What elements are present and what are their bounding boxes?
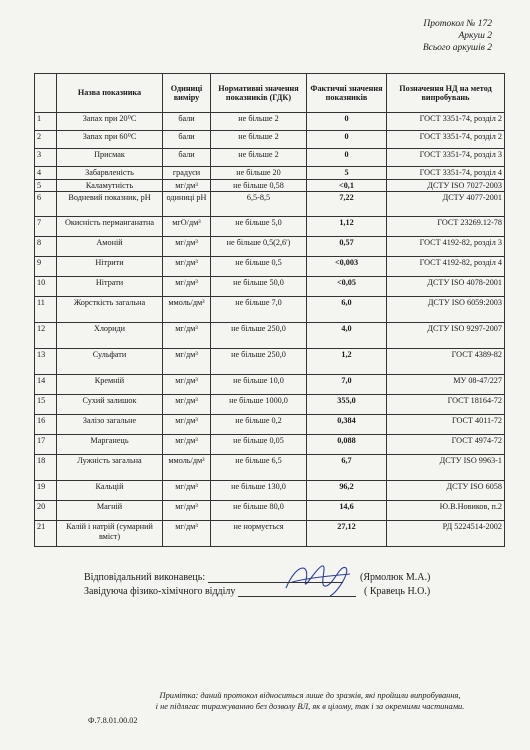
norm-value: не більше 20 — [211, 167, 307, 180]
method-document: ДСТУ ISO 4078-2001 — [387, 277, 505, 297]
method-document: ГОСТ 23269.12-78 — [387, 217, 505, 237]
table-row — [35, 257, 505, 277]
indicator-name: Запах при 20⁰С — [57, 113, 163, 131]
unit: мгО/дм³ — [163, 217, 211, 237]
norm-value: не більше 130,0 — [211, 481, 307, 501]
unit: бали — [163, 149, 211, 167]
row-number: 21 — [35, 521, 57, 547]
unit: мг/дм³ — [163, 237, 211, 257]
document-code: Ф.7.8.01.00.02 — [88, 716, 138, 725]
norm-value: не більше 6,5 — [211, 455, 307, 481]
actual-value: 1,12 — [307, 217, 387, 237]
method-document: ГОСТ 3351-74, розділ 3 — [387, 149, 505, 167]
norm-value: не більше 2 — [211, 131, 307, 149]
total-sheets: Всього аркушів 2 — [422, 43, 492, 53]
protocol-header — [423, 18, 492, 54]
executor-row — [84, 572, 343, 583]
norm-value: не більше 0,58 — [211, 179, 307, 192]
method-document: ДСТУ ISO 6058 — [387, 481, 505, 501]
unit: градуси — [163, 167, 211, 180]
table-row — [35, 113, 505, 131]
unit: ммоль/дм³ — [163, 455, 211, 481]
unit: мг/дм³ — [163, 501, 211, 521]
row-number: 2 — [35, 131, 57, 149]
method-document: ГОСТ 4974-72 — [387, 435, 505, 455]
head-signature-line — [238, 596, 356, 597]
actual-value: 0,57 — [307, 237, 387, 257]
column-header-number — [35, 74, 57, 113]
row-number: 19 — [35, 481, 57, 501]
row-number: 16 — [35, 415, 57, 435]
indicator-name: Водневий показник, рН — [57, 192, 163, 217]
actual-value: 7,0 — [307, 375, 387, 395]
protocol-number: Протокол № 172 — [423, 19, 492, 29]
method-document: ГОСТ 4011-72 — [387, 415, 505, 435]
column-header-unit: Одиниці виміру — [163, 74, 211, 113]
actual-value: 0,088 — [307, 435, 387, 455]
table-row — [35, 481, 505, 501]
indicator-name: Присмак — [57, 149, 163, 167]
row-number: 13 — [35, 349, 57, 375]
indicator-name: Амоній — [57, 237, 163, 257]
table-header-row — [35, 74, 505, 113]
protocol-note — [120, 690, 500, 712]
sheet-number: Аркуш 2 — [458, 31, 492, 41]
row-number: 8 — [35, 237, 57, 257]
table-row — [35, 167, 505, 180]
actual-value: 1,2 — [307, 349, 387, 375]
norm-value: не більше 10,0 — [211, 375, 307, 395]
row-number: 7 — [35, 217, 57, 237]
indicator-name: Каламутність — [57, 179, 163, 192]
norm-value: не більше 80,0 — [211, 501, 307, 521]
method-document: ДСТУ ISO 9297-2007 — [387, 323, 505, 349]
row-number: 20 — [35, 501, 57, 521]
table-row — [35, 237, 505, 257]
actual-value: 6,7 — [307, 455, 387, 481]
norm-value: не більше 0,05 — [211, 435, 307, 455]
row-number: 11 — [35, 297, 57, 323]
table-row — [35, 349, 505, 375]
indicator-name: Калій і натрій (сумарний вміст) — [57, 521, 163, 547]
head-name: ( Кравець Н.О.) — [364, 586, 431, 597]
norm-value: не більше 0,2 — [211, 415, 307, 435]
method-document: ГОСТ 4192-82, розділ 4 — [387, 257, 505, 277]
table-row — [35, 179, 505, 192]
actual-value: 0,384 — [307, 415, 387, 435]
table-row — [35, 277, 505, 297]
method-document: ГОСТ 3351-74, розділ 2 — [387, 113, 505, 131]
table-row — [35, 415, 505, 435]
method-document: ГОСТ 3351-74, розділ 4 — [387, 167, 505, 180]
indicator-name: Забарвленість — [57, 167, 163, 180]
row-number: 14 — [35, 375, 57, 395]
unit: мг/дм³ — [163, 257, 211, 277]
row-number: 5 — [35, 179, 57, 192]
norm-value: не більше 0,5 — [211, 257, 307, 277]
table-row — [35, 297, 505, 323]
table-row — [35, 375, 505, 395]
executor-label: Відповідальний виконавець: — [84, 572, 206, 583]
unit: мг/дм³ — [163, 395, 211, 415]
actual-value: <0,003 — [307, 257, 387, 277]
unit: ммоль/дм³ — [163, 297, 211, 323]
table-row — [35, 455, 505, 481]
indicator-name: Нітрати — [57, 277, 163, 297]
unit: мг/дм³ — [163, 415, 211, 435]
row-number: 6 — [35, 192, 57, 217]
head-label: Завідуюча фізико-хімічного відділу — [84, 586, 236, 597]
norm-value: не нормується — [211, 521, 307, 547]
unit: одиниці рН — [163, 192, 211, 217]
norm-value: не більше 50,0 — [211, 277, 307, 297]
method-document: ГОСТ 4192-82, розділ 3 — [387, 237, 505, 257]
table-row — [35, 501, 505, 521]
results-table — [34, 73, 505, 547]
actual-value: 7,22 — [307, 192, 387, 217]
executor-signature-line — [208, 582, 343, 583]
actual-value: <0,05 — [307, 277, 387, 297]
norm-value: не більше 250,0 — [211, 349, 307, 375]
indicator-name: Лужність загальна — [57, 455, 163, 481]
row-number: 3 — [35, 149, 57, 167]
actual-value: 0 — [307, 149, 387, 167]
indicator-name: Хлориди — [57, 323, 163, 349]
unit: бали — [163, 131, 211, 149]
indicator-name: Марганець — [57, 435, 163, 455]
row-number: 10 — [35, 277, 57, 297]
indicator-name: Сухий залишок — [57, 395, 163, 415]
indicator-name: Нітрити — [57, 257, 163, 277]
actual-value: 4,0 — [307, 323, 387, 349]
actual-value: 96,2 — [307, 481, 387, 501]
executor-name: (Ярмолюк М.А.) — [360, 572, 431, 583]
indicator-name: Окисність перманганатна — [57, 217, 163, 237]
actual-value: 14,6 — [307, 501, 387, 521]
method-document: МУ 08-47/227 — [387, 375, 505, 395]
row-number: 9 — [35, 257, 57, 277]
norm-value: 6,5-8,5 — [211, 192, 307, 217]
norm-value: не більше 5,0 — [211, 217, 307, 237]
actual-value: 27,12 — [307, 521, 387, 547]
table-row — [35, 395, 505, 415]
table-row — [35, 217, 505, 237]
row-number: 12 — [35, 323, 57, 349]
table-row — [35, 149, 505, 167]
actual-value: 6,0 — [307, 297, 387, 323]
norm-value: не більше 2 — [211, 149, 307, 167]
indicator-name: Магній — [57, 501, 163, 521]
method-document: ДСТУ ISO 9963-1 — [387, 455, 505, 481]
head-row — [84, 586, 356, 597]
method-document: ДСТУ ISO 6059:2003 — [387, 297, 505, 323]
unit: мг/дм³ — [163, 179, 211, 192]
indicator-name: Кальцій — [57, 481, 163, 501]
actual-value: 355,0 — [307, 395, 387, 415]
norm-value: не більше 250,0 — [211, 323, 307, 349]
note-line-2: і не підлягає тиражуванню без дозволу ВЛ, як в цілому, так і за окремими частинами. — [155, 702, 465, 711]
actual-value: 5 — [307, 167, 387, 180]
column-header-name: Назва показника — [57, 74, 163, 113]
method-document: ГОСТ 18164-72 — [387, 395, 505, 415]
row-number: 17 — [35, 435, 57, 455]
table-row — [35, 192, 505, 217]
method-document: ГОСТ 4389-82 — [387, 349, 505, 375]
row-number: 4 — [35, 167, 57, 180]
row-number: 1 — [35, 113, 57, 131]
actual-value: <0,1 — [307, 179, 387, 192]
column-header-fact: Фактичні значення показників — [307, 74, 387, 113]
norm-value: не більше 2 — [211, 113, 307, 131]
method-document: Ю.В.Новиков, п.2 — [387, 501, 505, 521]
table-row — [35, 521, 505, 547]
indicator-name: Залізо загальне — [57, 415, 163, 435]
table-row — [35, 435, 505, 455]
unit: мг/дм³ — [163, 481, 211, 501]
table-row — [35, 131, 505, 149]
norm-value: не більше 7,0 — [211, 297, 307, 323]
unit: мг/дм³ — [163, 349, 211, 375]
method-document: ДСТУ ISO 7027-2003 — [387, 179, 505, 192]
note-line-1: Примітка: даний протокол відноситься лише до зразків, які пройшли випробування, — [159, 691, 461, 700]
unit: бали — [163, 113, 211, 131]
column-header-method: Позначення НД на метод випробувань — [387, 74, 505, 113]
unit: мг/дм³ — [163, 323, 211, 349]
unit: мг/дм³ — [163, 521, 211, 547]
unit: мг/дм³ — [163, 277, 211, 297]
actual-value: 0 — [307, 131, 387, 149]
norm-value: не більше 1000,0 — [211, 395, 307, 415]
method-document: РД 5224514-2002 — [387, 521, 505, 547]
row-number: 18 — [35, 455, 57, 481]
unit: мг/дм³ — [163, 375, 211, 395]
unit: мг/дм³ — [163, 435, 211, 455]
method-document: ГОСТ 3351-74, розділ 2 — [387, 131, 505, 149]
column-header-norm: Нормативні значення показників (ГДК) — [211, 74, 307, 113]
method-document: ДСТУ 4077-2001 — [387, 192, 505, 217]
row-number: 15 — [35, 395, 57, 415]
table-row — [35, 323, 505, 349]
norm-value: не більше 0,5(2,6') — [211, 237, 307, 257]
indicator-name: Жорсткість загальна — [57, 297, 163, 323]
indicator-name: Запах при 60⁰С — [57, 131, 163, 149]
indicator-name: Кремній — [57, 375, 163, 395]
actual-value: 0 — [307, 113, 387, 131]
indicator-name: Сульфати — [57, 349, 163, 375]
